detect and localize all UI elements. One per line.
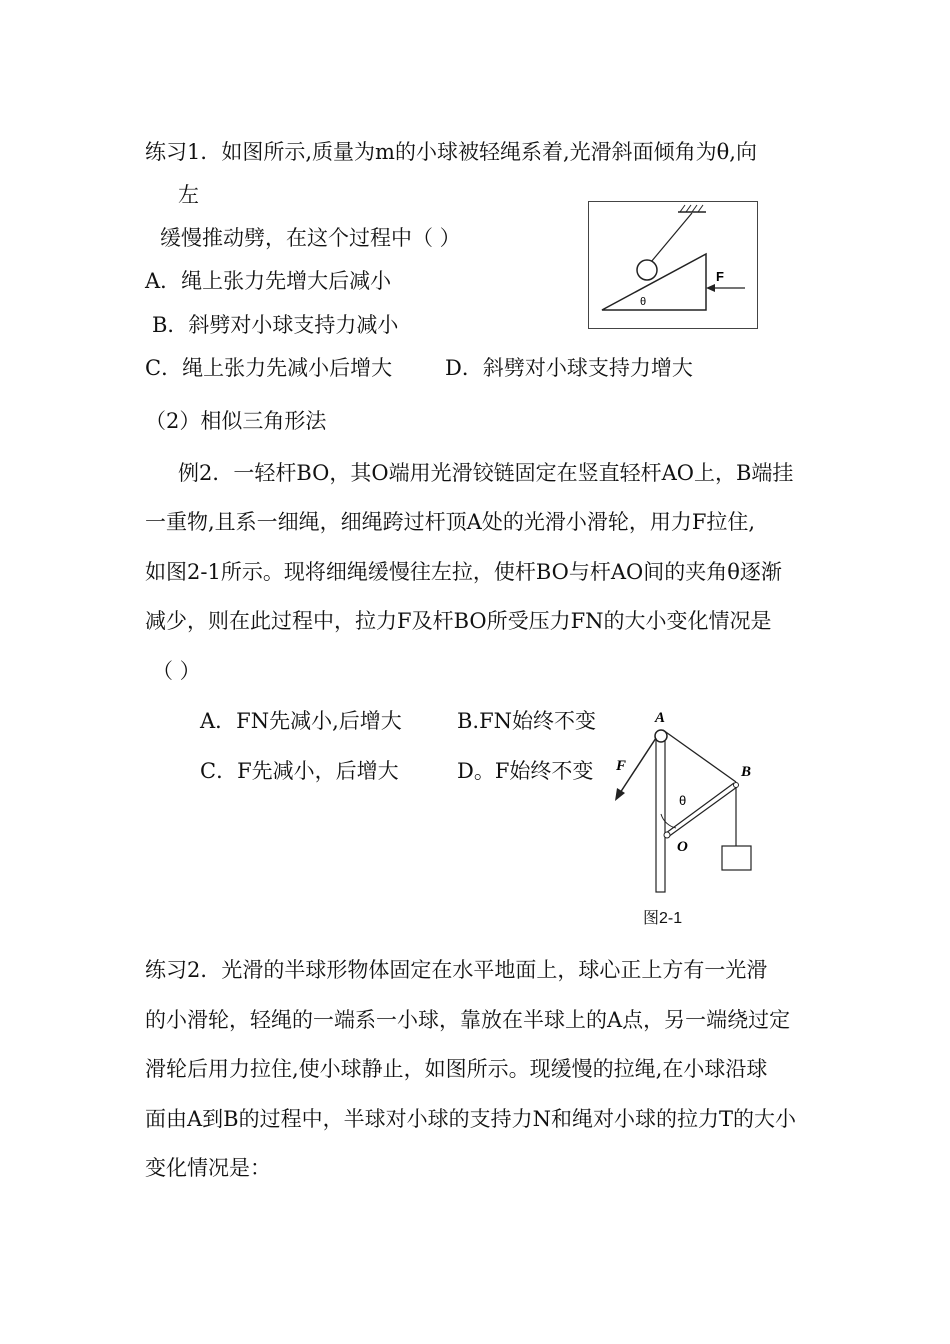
hinge-o	[664, 832, 670, 838]
vertical-rod	[656, 733, 665, 892]
f-arrowhead	[615, 788, 625, 801]
ex2-option-c: C．F先减小，后增大	[200, 759, 399, 783]
ex1-question-line2: 缓慢推动劈，在这个过程中（ ）	[160, 226, 461, 250]
method-heading: （2）相似三角形法	[145, 409, 327, 433]
ex2-question-line3: 如图2-1所示。现将细绳缓慢往左拉，使杆BO与杆AO间的夹角θ逐渐	[145, 560, 782, 584]
force-label: F	[716, 269, 724, 284]
ex2-option-b: B.FN始终不变	[457, 709, 597, 733]
rope-ab	[663, 730, 736, 782]
theta-label: θ	[640, 296, 647, 308]
rope	[651, 213, 692, 262]
ex1-incline-figure	[588, 201, 758, 329]
figure-caption: 图2-1	[643, 910, 683, 927]
ex2-option-d: D。F始终不变	[457, 759, 594, 783]
ex1-question-line1: 练习1．如图所示,质量为m的小球被轻绳系着,光滑斜面倾角为θ,向	[145, 140, 757, 164]
ex1-option-d: D．斜劈对小球支持力增大	[445, 356, 693, 380]
weight-block	[722, 846, 751, 870]
ex3-question-line2: 的小滑轮，轻绳的一端系一小球，靠放在半球上的A点，另一端绕过定	[145, 1008, 791, 1032]
label-a: A	[655, 710, 666, 726]
label-b: B	[741, 764, 752, 780]
label-f: F	[616, 758, 627, 774]
ex3-question-line5: 变化情况是：	[145, 1156, 271, 1180]
ex2-question-line4: 减少，则在此过程中，拉力F及杆BO所受压力FN的大小变化情况是	[145, 609, 772, 633]
ex1-option-a: A．绳上张力先增大后减小	[145, 269, 392, 293]
ex1-option-c: C．绳上张力先减小后增大	[145, 356, 393, 380]
ex2-question-line1: 例2．一轻杆BO，其O端用光滑铰链固定在竖直轻杆AO上，B端挂	[178, 461, 794, 485]
ex3-question-line1: 练习2．光滑的半球形物体固定在水平地面上，球心正上方有一光滑	[145, 958, 768, 982]
ex1-option-b: B．斜劈对小球支持力减小	[152, 313, 399, 337]
ex2-question-line2: 一重物,且系一细绳，细绳跨过杆顶A处的光滑小滑轮，用力F拉住,	[145, 510, 756, 534]
ex2-option-a: A．FN先减小,后增大	[200, 709, 402, 733]
ex2-rod-figure	[600, 700, 770, 900]
ex2-question-line5: （ ）	[152, 659, 201, 683]
ex3-question-line3: 滑轮后用力拉住,使小球静止，如图所示。现缓慢的拉绳,在小球沿球	[145, 1057, 768, 1081]
label-theta: θ	[679, 793, 687, 808]
label-o: O	[677, 839, 688, 855]
ex1-question-line1b: 左	[178, 183, 199, 207]
ex3-question-line4: 面由A到B的过程中，半球对小球的支持力N和绳对小球的拉力T的大小	[145, 1107, 796, 1131]
ball	[637, 260, 657, 280]
